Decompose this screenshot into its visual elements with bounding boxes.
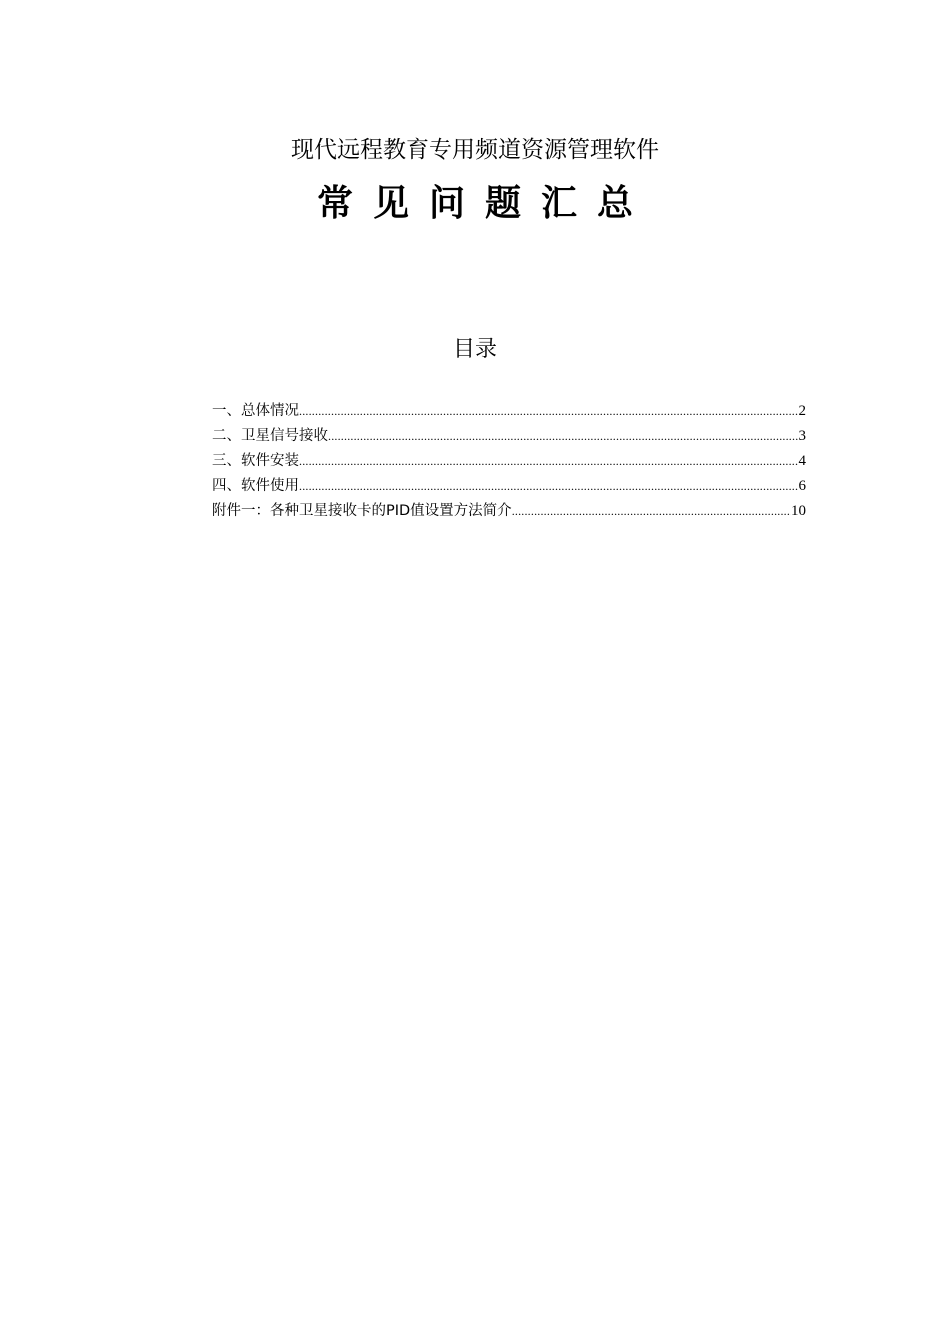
toc-entry-page: 4: [798, 453, 806, 469]
toc-entry-page: 3: [798, 428, 806, 444]
toc-entry-label: 二、卫星信号接收: [212, 428, 328, 444]
toc-entry-page: 10: [791, 503, 806, 519]
toc-entry-software-install[interactable]: [212, 449, 806, 474]
toc-entry-page: 6: [798, 478, 806, 494]
toc-entry-page: 2: [798, 403, 806, 419]
toc-dot-leader: [328, 424, 799, 449]
document-subtitle: 现代远程教育专用频道资源管理软件: [291, 137, 659, 163]
toc-dot-leader: [512, 499, 791, 524]
toc-entry-label: 四、软件使用: [212, 478, 299, 494]
toc-entry-label: 三、软件安装: [212, 453, 299, 469]
toc-dot-leader: [299, 474, 799, 499]
toc-entry-satellite-reception[interactable]: [212, 424, 806, 449]
toc-dot-leader: [299, 449, 799, 474]
toc-entry-software-usage[interactable]: [212, 474, 806, 499]
toc-entry-label: 附件一：各种卫星接收卡的PID值设置方法简介: [212, 503, 512, 519]
table-of-contents: [212, 399, 806, 524]
toc-heading: 目录: [452, 337, 497, 362]
toc-entry-appendix-pid[interactable]: [212, 499, 806, 524]
toc-entry-overview[interactable]: [212, 399, 806, 424]
toc-entry-label: 一、总体情况: [212, 403, 299, 419]
document-title: 常见问题汇总: [316, 182, 653, 224]
toc-dot-leader: [299, 399, 799, 424]
